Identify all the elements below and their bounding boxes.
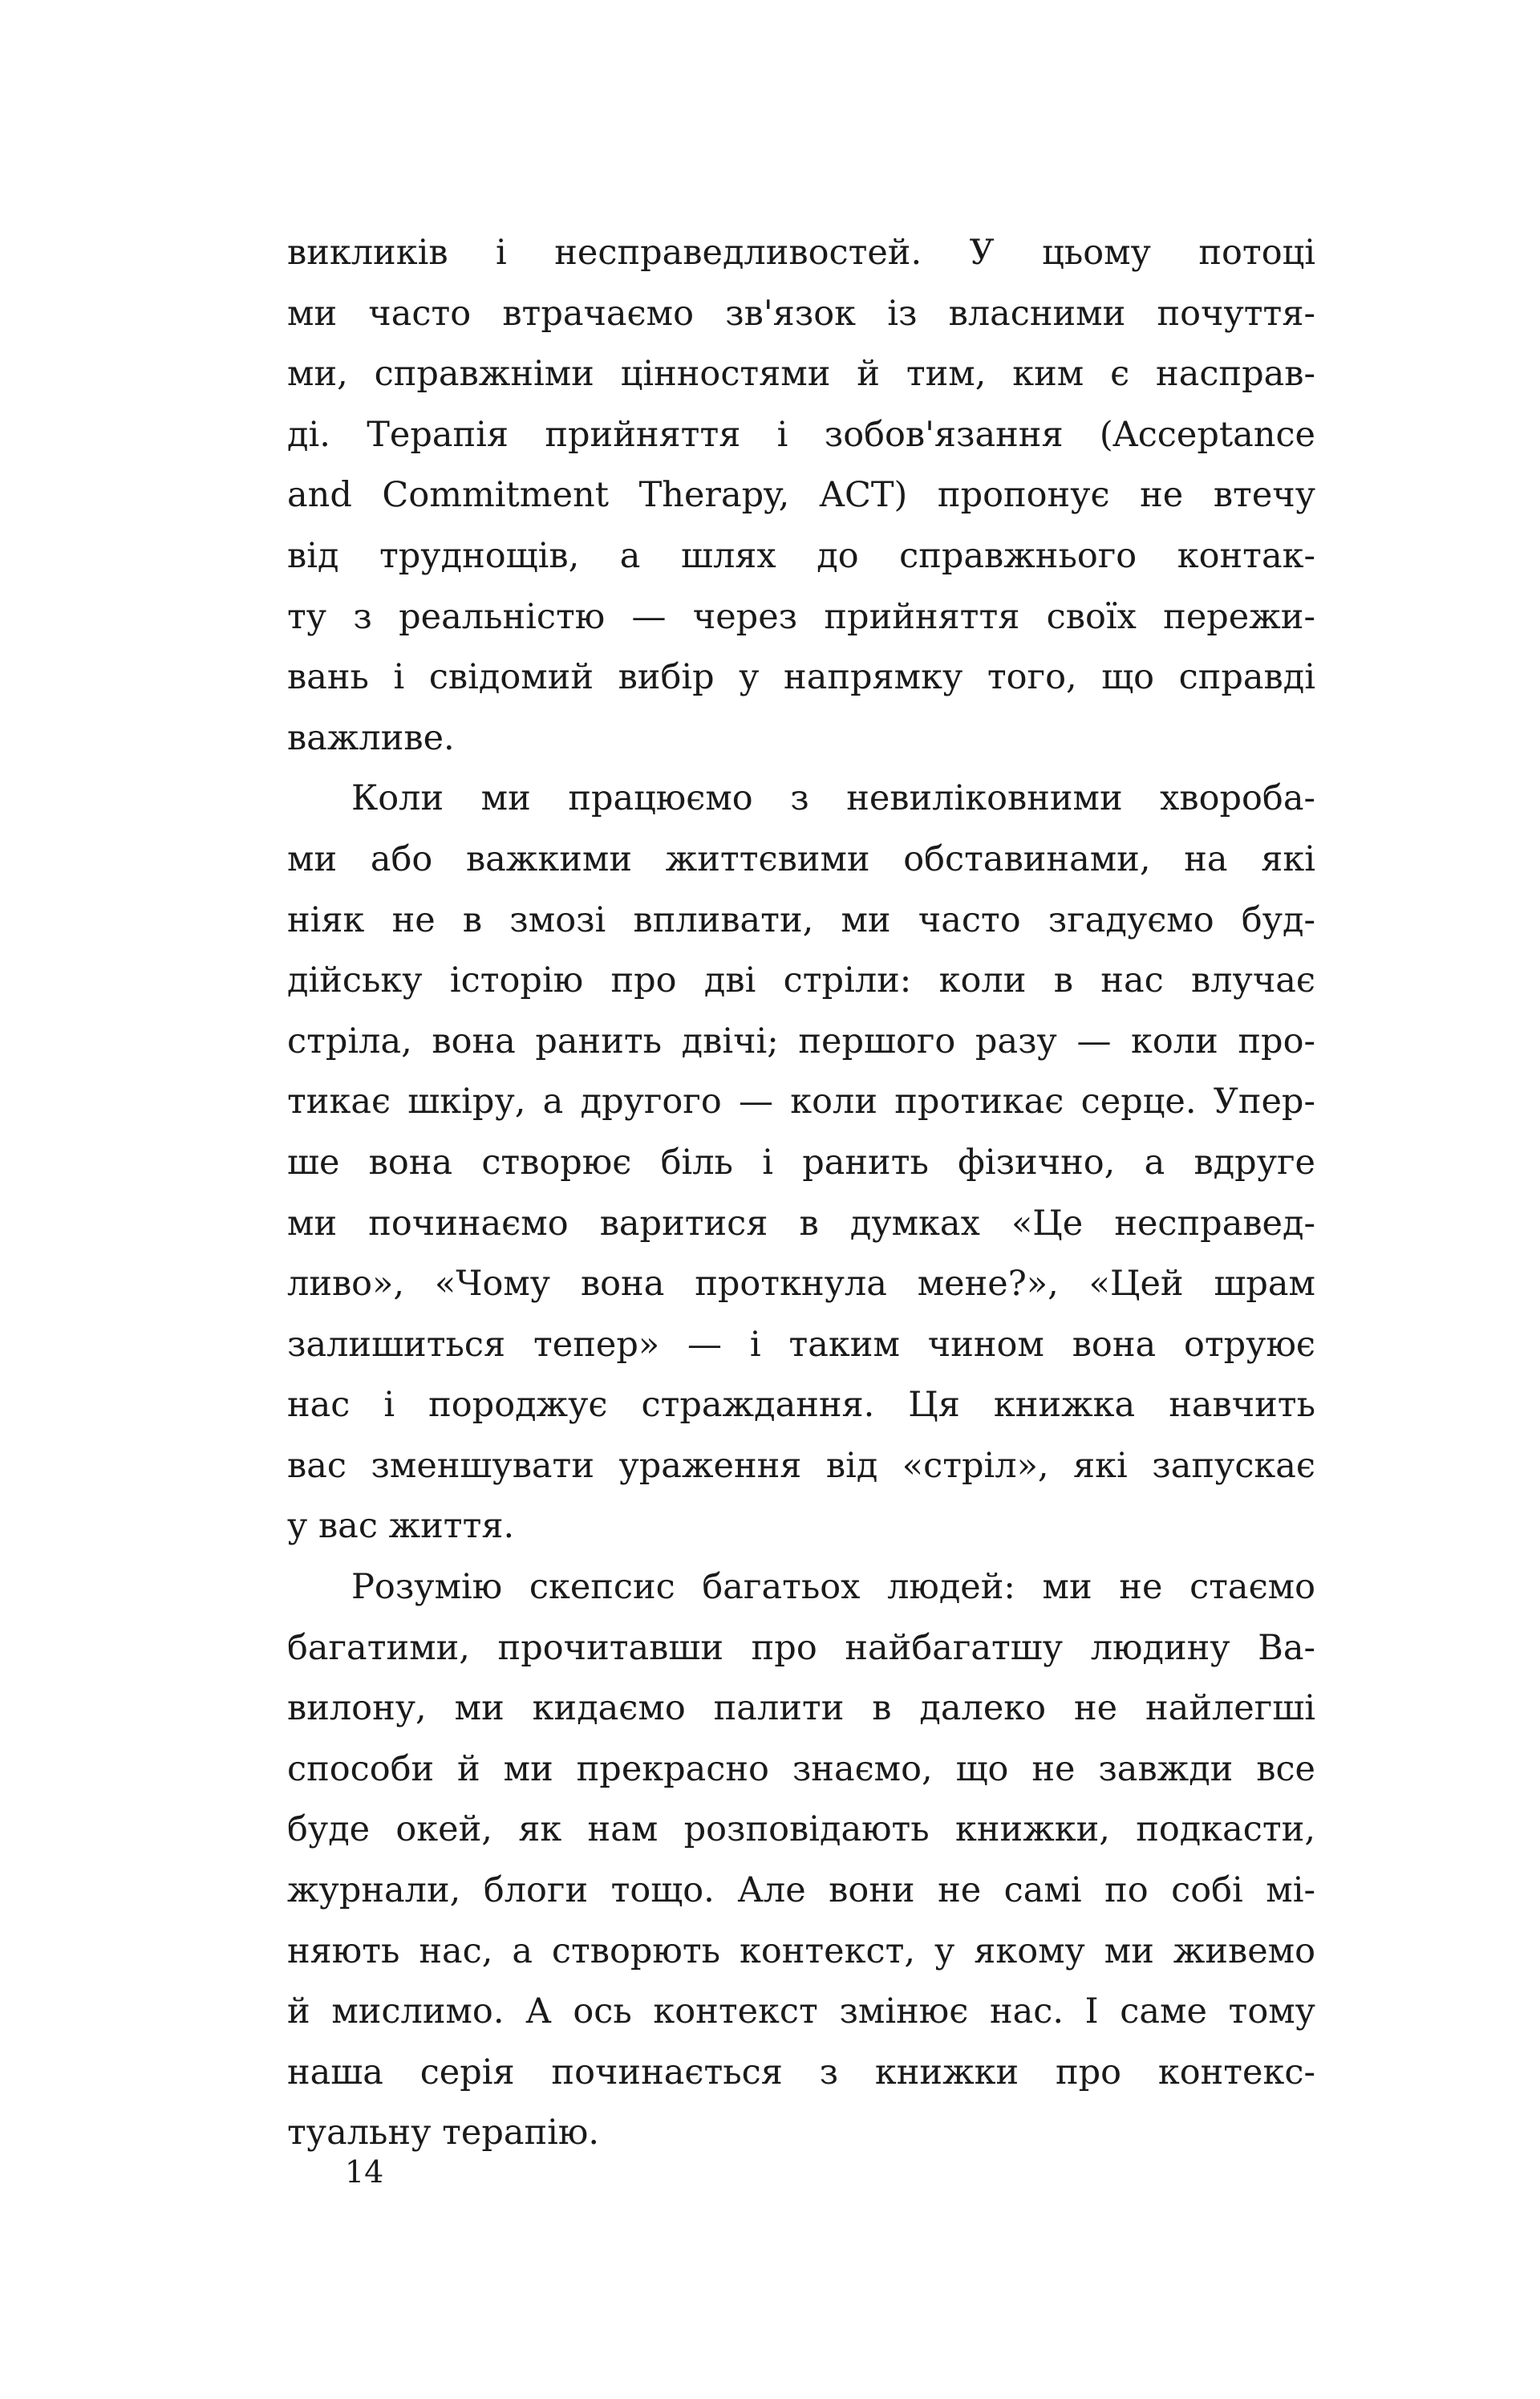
text-line: ми починаємо варитися в думках «Це несправед- xyxy=(287,1203,1315,1244)
text-line: ше вона створює біль і ранить фізично, а вдруге xyxy=(287,1142,1315,1183)
text-line: and Commitment Therapy, ACT) пропонує не втечу xyxy=(287,475,1315,516)
text-line: вилону, ми кидаємо палити в далеко не найлегші xyxy=(287,1688,1315,1729)
text-line: буде окей, як нам розповідають книжки, подкасти, xyxy=(287,1809,1315,1850)
text-line: вас зменшувати ураження від «стріл», які запускає xyxy=(287,1445,1315,1486)
text-line: залишиться тепер» — і таким чином вона отруює xyxy=(287,1324,1315,1365)
text-line: Розумію скепсис багатьох людей: ми не стаємо xyxy=(351,1567,1315,1608)
text-line: ливо», «Чому вона проткнула мене?», «Цей шрам xyxy=(287,1264,1315,1305)
text-line: вань і свідомий вибір у напрямку того, що справді xyxy=(287,657,1315,698)
text-line: журнали, блоги тощо. Але вони не самі по собі мі- xyxy=(287,1870,1315,1911)
text-line: багатими, прочитавши про найбагатшу людину Ва- xyxy=(287,1627,1315,1668)
text-line: туальну терапію. xyxy=(287,2113,599,2153)
text-line: дійську історію про дві стріли: коли в нас влучає xyxy=(287,960,1315,1001)
text-line: стріла, вона ранить двічі; першого разу — коли про- xyxy=(287,1021,1315,1061)
text-line: ми часто втрачаємо зв'язок із власними почуття- xyxy=(287,293,1315,334)
text-line: у вас життя. xyxy=(287,1506,515,1547)
text-line: ми або важкими життєвими обставинами, на які xyxy=(287,838,1315,879)
text-line: важливе. xyxy=(287,717,455,758)
text-line: викликів і несправедливостей. У цьому потоці xyxy=(287,233,1315,273)
text-line: няють нас, а створють контекст, у якому ми живемо xyxy=(287,1930,1315,1971)
page-number: 14 xyxy=(345,2154,384,2190)
text-line: від труднощів, а шлях до справжнього контак- xyxy=(287,535,1315,576)
text-line: ми, справжніми цінностями й тим, ким є насправ- xyxy=(287,354,1315,395)
text-line: ді. Терапія прийняття і зобов'язання (Acceptance xyxy=(287,414,1315,455)
text-line: наша серія починається з книжки про контекс- xyxy=(287,2052,1315,2093)
text-line: ту з реальністю — через прийняття своїх пережи- xyxy=(287,596,1315,637)
text-line: способи й ми прекрасно знаємо, що не завжди все xyxy=(287,1748,1315,1789)
text-line: ніяк не в змозі впливати, ми часто згадуємо буд- xyxy=(287,899,1315,940)
body-text xyxy=(287,223,1315,2164)
text-line: Коли ми працюємо з невиліковними хвороба- xyxy=(351,778,1315,819)
text-line: нас і породжує страждання. Ця книжка навчить xyxy=(287,1385,1315,1426)
text-line: й мислимо. А ось контекст змінює нас. І саме тому xyxy=(287,1991,1315,2032)
text-line: тикає шкіру, а другого — коли протикає серце. Упер- xyxy=(287,1082,1315,1122)
